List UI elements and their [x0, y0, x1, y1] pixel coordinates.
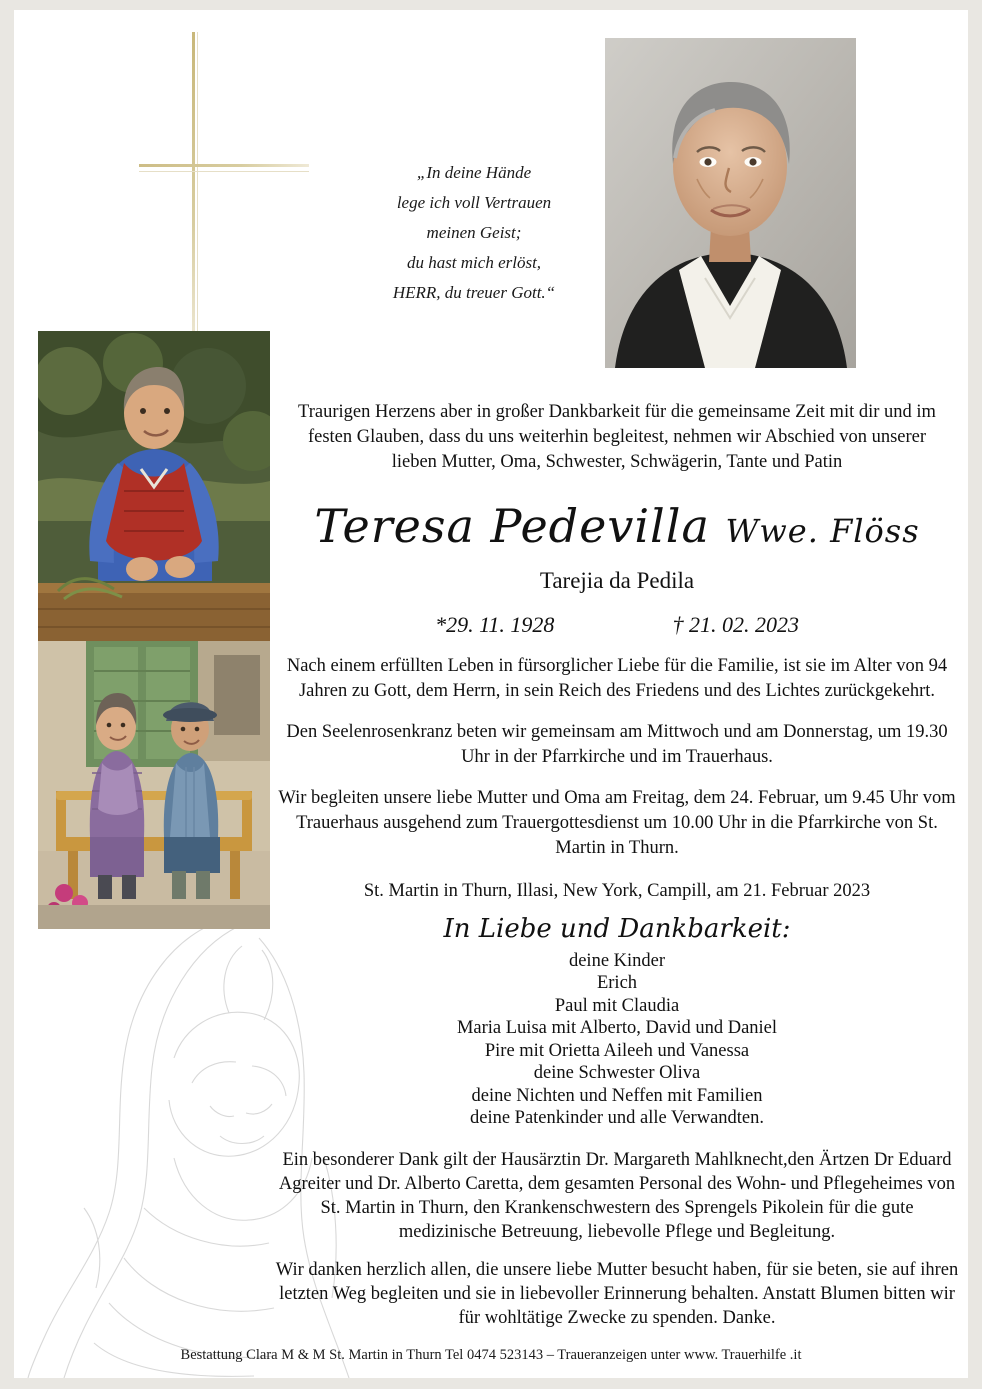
- quote-line-3: meinen Geist;: [426, 223, 522, 242]
- list-item: Pire mit Orietta Aileeh und Vanessa: [484, 1040, 750, 1061]
- photo-couple-on-bench: [38, 641, 270, 929]
- birth-date: *29. 11. 1928: [435, 611, 555, 637]
- in-love-heading: In Liebe und Dankbarkeit:: [443, 913, 791, 944]
- life-paragraph: Nach einem erfüllten Leben in fürsorglicher Liebe für die Familie, ist sie im Alter von 94 Jahren zu Gott, dem Herrn, in sein Reich des Friedens und des Lichtes zurückgekehrt.: [286, 655, 948, 701]
- quote-line-5: HERR, du treuer Gott.“: [392, 283, 556, 302]
- list-item: deine Schwester Oliva: [533, 1063, 701, 1084]
- quote-line-4: du hast mich erlöst,: [406, 253, 542, 272]
- list-item: Erich: [596, 973, 638, 994]
- cross-horizontal-highlight: [139, 171, 309, 172]
- main-content: [272, 400, 962, 1330]
- quote-block: [354, 158, 594, 308]
- general-thanks-paragraph: Wir danken herzlich allen, die unsere liebe Mutter besucht haben, für sie beten, sie auf ihren letzten Weg begleiten und sie in liebevoller Erinnerung behalten. Anstatt Blumen bitten wir für wohltätige Zwecke zu spenden. Danke.: [275, 1259, 959, 1328]
- cross-vertical-highlight: [197, 32, 198, 352]
- deceased-name-main: Teresa Pedevilla: [314, 499, 710, 553]
- death-date: † 21. 02. 2023: [672, 611, 799, 637]
- intro-paragraph: Traurigen Herzens aber in großer Dankbarkeit für die gemeinsame Zeit mit dir und im festen Glauben, dass du uns weiterhin begleitest, nehmen wir Abschied von unserer lieben Mutter, Oma, Schwester, Schwägerin, Tante und Patin: [298, 402, 936, 472]
- cross-horizontal-bar: [139, 164, 309, 167]
- list-item: Paul mit Claudia: [554, 995, 680, 1016]
- life-dates: [272, 612, 962, 638]
- funeral-paragraph: Wir begleiten unsere liebe Mutter und Oma am Freitag, dem 24. Februar, um 9.45 Uhr vom Trauerhaus ausgehend zum Trauergottesdienst um 10.00 Uhr in die Pfarrkirche von St. Martin in Thurn.: [278, 787, 956, 858]
- list-item: Maria Luisa mit Alberto, David und Daniel: [456, 1018, 778, 1039]
- list-item: deine Nichten und Neffen mit Familien: [471, 1085, 763, 1106]
- cross-vertical-bar: [192, 32, 195, 352]
- deceased-name: [272, 501, 962, 552]
- family-list: [272, 950, 962, 1130]
- footer-note: Bestattung Clara M & M St. Martin in Thurn Tel 0474 523143 – Traueranzeigen unter www. Trauerhilfe .it: [180, 1347, 802, 1363]
- cross-icon: [124, 32, 324, 362]
- memorial-card: [14, 10, 968, 1378]
- deceased-name-suffix: Wwe. Flöss: [725, 512, 920, 550]
- quote-line-2: lege ich voll Vertrauen: [396, 193, 552, 212]
- rosary-paragraph: Den Seelenrosenkranz beten wir gemeinsam am Mittwoch und am Donnerstag, um 19.30 Uhr in der Pfarrkirche und im Trauerhaus.: [286, 721, 948, 767]
- deceased-nickname: Tarejia da Pedila: [539, 567, 695, 593]
- list-item: deine Kinder: [568, 950, 666, 971]
- list-item: deine Patenkinder und alle Verwandten.: [469, 1108, 765, 1129]
- photo-woman-working: [38, 331, 270, 643]
- quote-line-1: „In deine Hände: [416, 163, 532, 182]
- portrait-photo: [605, 38, 856, 368]
- place-and-date-line: St. Martin in Thurn, Illasi, New York, Campill, am 21. Februar 2023: [363, 880, 871, 901]
- special-thanks-paragraph: Ein besonderer Dank gilt der Hausärztin Dr. Margareth Mahlknecht,den Ärtzen Dr Eduard Agreiter und Dr. Alberto Caretta, dem gesamten Personal des Wohn- und Pflegeheimes von St. Martin in Thurn, den Krankenschwestern des Sprengels Pikolein für die gute medizinische Betreuung, liebevolle Pflege und Begleitung.: [278, 1149, 956, 1242]
